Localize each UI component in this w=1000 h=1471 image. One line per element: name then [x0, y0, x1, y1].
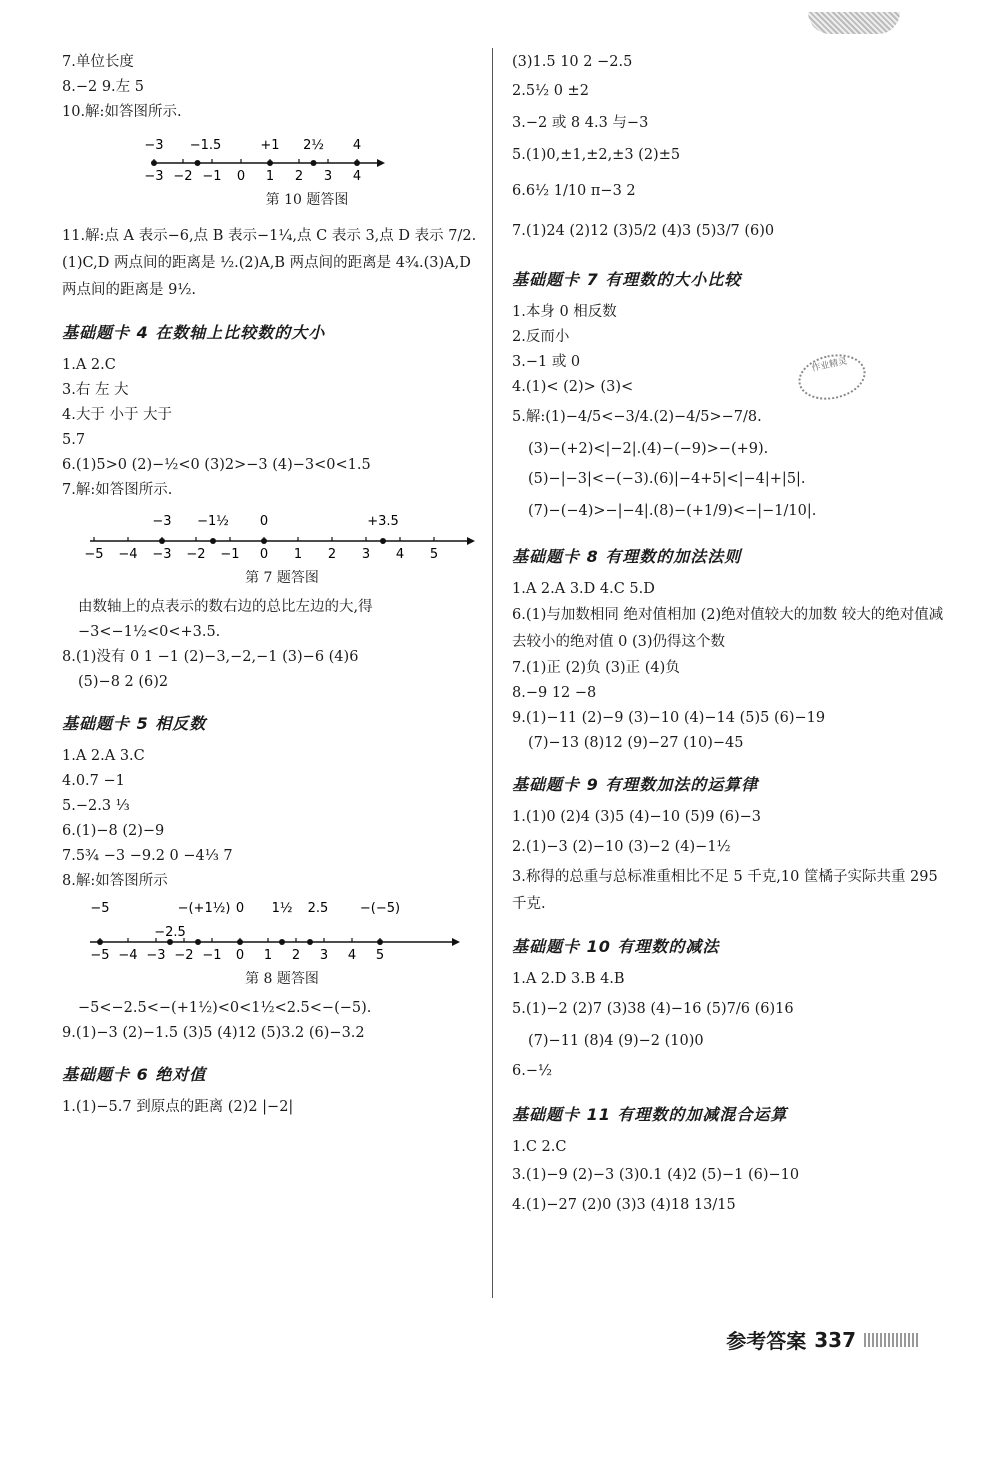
tick-label: −1 [202, 169, 222, 184]
number-line-svg [82, 898, 482, 968]
tick-label: 4 [395, 547, 405, 562]
answer-q11: 11.解:点 A 表示−6,点 B 表示−1¼,点 C 表示 3,点 D 表示 7/2.(1)C,D 两点间的距离是 ½.(2)A,B 两点间的距离是 4¾.(3)A,D 两点间的距离是 9½. [62, 228, 477, 298]
point-dot [237, 939, 243, 945]
point-label: 2½ [303, 138, 324, 153]
tick-label: 0 [259, 547, 269, 562]
tick-label: 4 [352, 169, 362, 184]
answer-line: (3)1.5 10 2 −2.5 [512, 54, 633, 70]
tick-label: 2 [294, 169, 304, 184]
answer-line: 9.(1)−3 (2)−1.5 (3)5 (4)12 (5)3.2 (6)−3.2 [62, 1025, 365, 1041]
answer-line: (7)−11 (8)4 (9)−2 (10)0 [528, 1033, 704, 1049]
right-column [512, 50, 952, 1220]
section-heading: 基础题卡 6 绝对值 [62, 1065, 207, 1084]
answer-line: 6.6½ 1/10 π−3 2 [512, 183, 636, 199]
answer-line: 3.称得的总重与总标准重相比不足 5 千克,10 筐橘子实际共重 295 千克. [512, 869, 938, 912]
answer-line: 5.(1)0,±1,±2,±3 (2)±5 [512, 147, 681, 163]
section-heading: 基础题卡 10 有理数的减法 [512, 937, 720, 956]
figure-7-number-line [62, 507, 487, 589]
tick-label: 2 [291, 948, 301, 963]
footer-decoration [864, 1333, 920, 1347]
answer-line: (7)−13 (8)12 (9)−27 (10)−45 [528, 735, 744, 751]
tick-label: −2 [186, 547, 206, 562]
left-column [62, 50, 487, 1120]
answer-line: 由数轴上的点表示的数右边的总比左边的大,得 [78, 599, 373, 615]
point-label: −5 [90, 901, 110, 916]
point-label: +1 [260, 138, 280, 153]
tick-label: 0 [236, 169, 246, 184]
figure-caption: 第 10 题答图 [265, 192, 349, 208]
answer-line: 2.(1)−3 (2)−10 (3)−2 (4)−1½ [512, 839, 731, 855]
answer-line: 1.A 2.C [62, 357, 116, 373]
point-label: 2.5 [307, 901, 329, 916]
section-heading: 基础题卡 9 有理数加法的运算律 [512, 775, 759, 794]
point-dot [307, 939, 313, 945]
corner-decoration [808, 12, 900, 34]
point-dot [97, 939, 103, 945]
answer-line: 3.−1 或 0 [512, 354, 581, 370]
figure-caption: 第 7 题答图 [245, 570, 319, 586]
answer-line: (7)−(−4)>−|−4|.(8)−(+1/9)<−|−1/10|. [528, 503, 817, 519]
answer-line: 1.A 2.A 3.D 4.C 5.D [512, 581, 655, 597]
answer-line: 6.(1)与加数相同 绝对值相加 (2)绝对值较大的加数 较大的绝对值减去较小的绝对值 0 (3)仍得这个数 [512, 607, 944, 650]
tick-label: 3 [361, 547, 371, 562]
tick-label: −2 [173, 169, 193, 184]
point-label: +3.5 [367, 514, 399, 529]
answer-line: 9.(1)−11 (2)−9 (3)−10 (4)−14 (5)5 (6)−19 [512, 710, 826, 726]
point-dot [159, 538, 165, 544]
answer-line: 4.大于 小于 大于 [62, 407, 173, 423]
answer-line: 1.本身 0 相反数 [512, 304, 617, 320]
page-footer [726, 1325, 920, 1354]
answer-line: −5<−2.5<−(+1½)<0<1½<2.5<−(−5). [78, 1000, 372, 1016]
tick-label: 2 [327, 547, 337, 562]
tick-label: −1 [202, 948, 222, 963]
answer-line: 8.解:如答图所示 [62, 873, 168, 889]
answer-line: 3.−2 或 8 4.3 与−3 [512, 115, 649, 131]
point-dot [311, 160, 317, 166]
answer-line: −3<−1½<0<+3.5. [78, 624, 221, 640]
point-dot [380, 538, 386, 544]
answer-line: 5.(1)−2 (2)7 (3)38 (4)−16 (5)7/6 (6)16 [512, 1001, 794, 1017]
answer-line: 7.(1)24 (2)12 (3)5/2 (4)3 (5)3/7 (6)0 [512, 223, 775, 239]
answer-line: 6.−½ [512, 1063, 553, 1079]
point-label: −2.5 [154, 925, 186, 940]
answer-line: 7.5¾ −3 −9.2 0 −4⅓ 7 [62, 848, 233, 864]
point-label: −(+1½) [177, 901, 231, 916]
tick-label: 1 [265, 169, 275, 184]
point-dot [279, 939, 285, 945]
tick-label: 0 [235, 948, 245, 963]
point-label: −(−5) [359, 901, 401, 916]
answer-line: 1.A 2.D 3.B 4.B [512, 971, 625, 987]
answer-line: 4.(1)−27 (2)0 (3)3 (4)18 13/15 [512, 1197, 736, 1213]
answer-line: 8.(1)没有 0 1 −1 (2)−3,−2,−1 (3)−6 (4)6 [62, 649, 359, 665]
point-label: −3 [152, 514, 172, 529]
point-dot [151, 160, 157, 166]
answer-line: (3)−(+2)<|−2|.(4)−(−9)>−(+9). [528, 441, 769, 457]
section-heading: 基础题卡 8 有理数的加法法则 [512, 547, 742, 566]
answer-line: 6.(1)−8 (2)−9 [62, 823, 165, 839]
answer-line: 3.右 左 大 [62, 382, 129, 398]
point-dot [354, 160, 360, 166]
point-label: 4 [352, 138, 362, 153]
answer-line: 7.单位长度 [62, 54, 134, 70]
answer-line: 2.反而小 [512, 329, 570, 345]
answer-line: 5.7 [62, 432, 86, 448]
number-line-svg [82, 507, 482, 567]
answer-line: (5)−8 2 (6)2 [78, 674, 169, 690]
stamp-watermark: 作业精灵 [794, 348, 870, 405]
tick-label: −4 [118, 547, 138, 562]
point-dot [210, 538, 216, 544]
tick-label: −3 [144, 169, 164, 184]
answer-line: 7.(1)正 (2)负 (3)正 (4)负 [512, 660, 680, 676]
tick-label: −2 [174, 948, 194, 963]
tick-label: −4 [118, 948, 138, 963]
point-dot [261, 538, 267, 544]
answer-line: (5)−|−3|<−(−3).(6)|−4+5|<|−4|+|5|. [528, 471, 806, 487]
answer-line: 1.(1)0 (2)4 (3)5 (4)−10 (5)9 (6)−3 [512, 809, 761, 825]
point-label: −1.5 [189, 138, 222, 153]
answer-line: 4.0.7 −1 [62, 773, 125, 789]
tick-label: 4 [347, 948, 357, 963]
section-heading: 基础题卡 7 有理数的大小比较 [512, 270, 742, 289]
answer-line: 2.5½ 0 ±2 [512, 83, 589, 99]
point-label: −1½ [197, 514, 229, 529]
answer-line: 6.(1)5>0 (2)−½<0 (3)2>−3 (4)−3<0<1.5 [62, 457, 371, 473]
answer-line: 1.A 2.A 3.C [62, 748, 145, 764]
answer-line: 5.−2.3 ⅓ [62, 798, 130, 814]
answer-line: 10.解:如答图所示. [62, 104, 182, 120]
point-label: 0 [259, 514, 269, 529]
answer-line: 8.−2 9.左 5 [62, 79, 144, 95]
answer-line: 1.C 2.C [512, 1139, 567, 1155]
tick-label: 3 [323, 169, 333, 184]
answer-line: 1.(1)−5.7 到原点的距离 (2)2 |−2| [62, 1099, 294, 1115]
point-dot [195, 160, 201, 166]
section-heading: 基础题卡 4 在数轴上比较数的大小 [62, 323, 326, 342]
column-divider [492, 48, 493, 1298]
figure-8-number-line [62, 898, 487, 990]
tick-label: 5 [429, 547, 439, 562]
answer-line: 7.解:如答图所示. [62, 482, 173, 498]
point-dot [267, 160, 273, 166]
point-label: 1½ [271, 901, 293, 916]
page-number: 337 [814, 1327, 856, 1352]
tick-label: −3 [152, 547, 172, 562]
answer-line: 5.解:(1)−4/5<−3/4.(2)−4/5>−7/8. [512, 409, 762, 425]
point-dot [377, 939, 383, 945]
answer-line: 3.(1)−9 (2)−3 (3)0.1 (4)2 (5)−1 (6)−10 [512, 1167, 800, 1183]
section-heading: 基础题卡 5 相反数 [62, 714, 207, 733]
answer-line: 4.(1)< (2)> (3)< [512, 379, 634, 395]
point-dot [195, 939, 201, 945]
figure-caption: 第 8 题答图 [245, 971, 319, 987]
footer-label: 参考答案 [726, 1329, 807, 1353]
answer-line: 8.−9 12 −8 [512, 685, 597, 701]
tick-label: 1 [293, 547, 303, 562]
figure-10-number-line [62, 129, 487, 211]
tick-label: 3 [319, 948, 329, 963]
section-heading: 基础题卡 11 有理数的加减混合运算 [512, 1105, 788, 1124]
tick-label: −3 [146, 948, 166, 963]
point-label: −3 [144, 138, 164, 153]
tick-label: −5 [90, 948, 110, 963]
number-line-svg [142, 129, 472, 189]
tick-label: −1 [220, 547, 240, 562]
tick-label: 1 [263, 948, 273, 963]
point-label: 0 [235, 901, 245, 916]
tick-label: 5 [375, 948, 385, 963]
tick-label: −5 [84, 547, 104, 562]
